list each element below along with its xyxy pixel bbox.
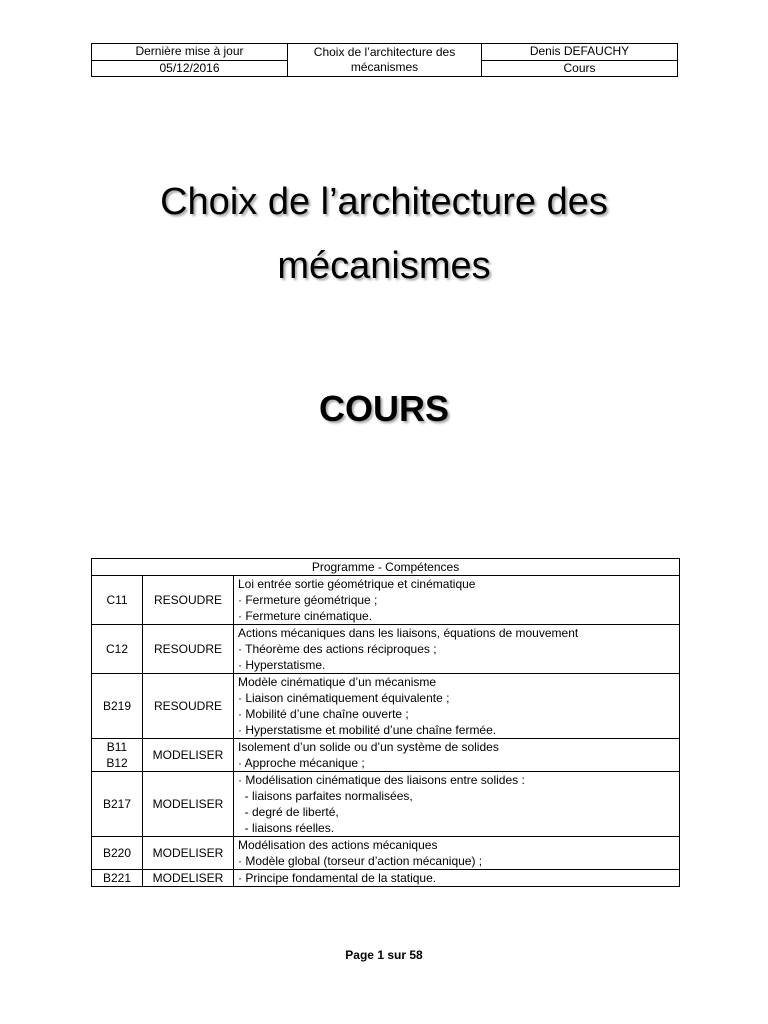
competence-description [234,625,680,674]
description-line: Modèle cinématique d’un mécanisme [238,675,437,689]
table-row [92,625,680,674]
competence-code [92,576,143,625]
table-row [92,772,680,837]
description-line: · Principe fondamental de la statique. [238,871,437,885]
description-line: Loi entrée sortie géométrique et cinématique [238,577,476,591]
competence-code-part: B219 [102,699,132,713]
description-line: - liaisons parfaites normalisées, [238,789,413,803]
description-line: · Modèle global (torseur d’action mécanique) ; [238,854,483,868]
document-header [91,43,678,77]
competence-code [92,739,143,772]
competence-code [92,772,143,837]
description-line: · Fermeture cinématique. [238,609,373,623]
competence-verb: MODELISER [143,837,234,870]
competence-description [234,837,680,870]
description-line: - degré de liberté, [238,805,339,819]
competence-code [92,870,143,887]
competences-table [91,558,680,887]
table-row [92,576,680,625]
header-author: Denis DEFAUCHY [482,44,678,61]
description-line: · Hyperstatisme. [238,658,326,672]
table-row [92,739,680,772]
competence-code-part: B220 [102,846,132,860]
competence-verb: MODELISER [143,739,234,772]
competence-code-part: C11 [106,593,128,607]
last-update-label: Dernière mise à jour [92,44,288,61]
competence-code-part: B221 [102,871,132,885]
competences-heading: Programme - Compétences [92,559,680,576]
header-title: Choix de l’architecture des mécanismes [288,44,482,77]
competence-verb: MODELISER [143,870,234,887]
page-title [0,170,768,298]
page-subtitle: COURS [318,388,449,429]
page-number: Page 1 sur 58 [345,948,423,962]
description-line: Isolement d’un solide ou d’un système de solides [238,740,499,754]
description-line: - liaisons réelles. [238,821,335,835]
page-title-line-1: Choix de l’architecture des [160,181,608,223]
description-line: · Approche mécanique ; [238,756,365,770]
header-date: 05/12/2016 [92,60,288,77]
header-doc-type: Cours [482,60,678,77]
description-line: · Liaison cinématiquement équivalente ; [238,691,450,705]
description-line: · Modélisation cinématique des liaisons entre solides : [238,773,525,787]
competence-code [92,674,143,739]
description-line: · Mobilité d’une chaîne ouverte ; [238,707,409,721]
competence-code [92,837,143,870]
competence-description [234,739,680,772]
competence-code-part: B12 [106,756,128,770]
page-title-line-2: mécanismes [277,245,491,287]
competence-verb: RESOUDRE [143,674,234,739]
competence-verb: RESOUDRE [143,625,234,674]
description-line: Modélisation des actions mécaniques [238,838,438,852]
competence-verb: MODELISER [143,772,234,837]
competence-code [92,625,143,674]
table-row [92,870,680,887]
table-row [92,837,680,870]
description-line: · Théorème des actions réciproques ; [238,642,437,656]
competence-description [234,772,680,837]
description-line: Actions mécaniques dans les liaisons, équations de mouvement [238,626,579,640]
competence-verb: RESOUDRE [143,576,234,625]
competence-code-part: B11 [106,740,128,754]
competence-description [234,870,680,887]
description-line: · Fermeture géométrique ; [238,593,378,607]
competences-body [92,576,680,887]
competence-description [234,576,680,625]
competence-description [234,674,680,739]
competence-code-part: C12 [105,642,128,656]
description-line: · Hyperstatisme et mobilité d’une chaîne fermée. [238,723,497,737]
table-row [92,674,680,739]
competence-code-part: B217 [102,797,132,811]
